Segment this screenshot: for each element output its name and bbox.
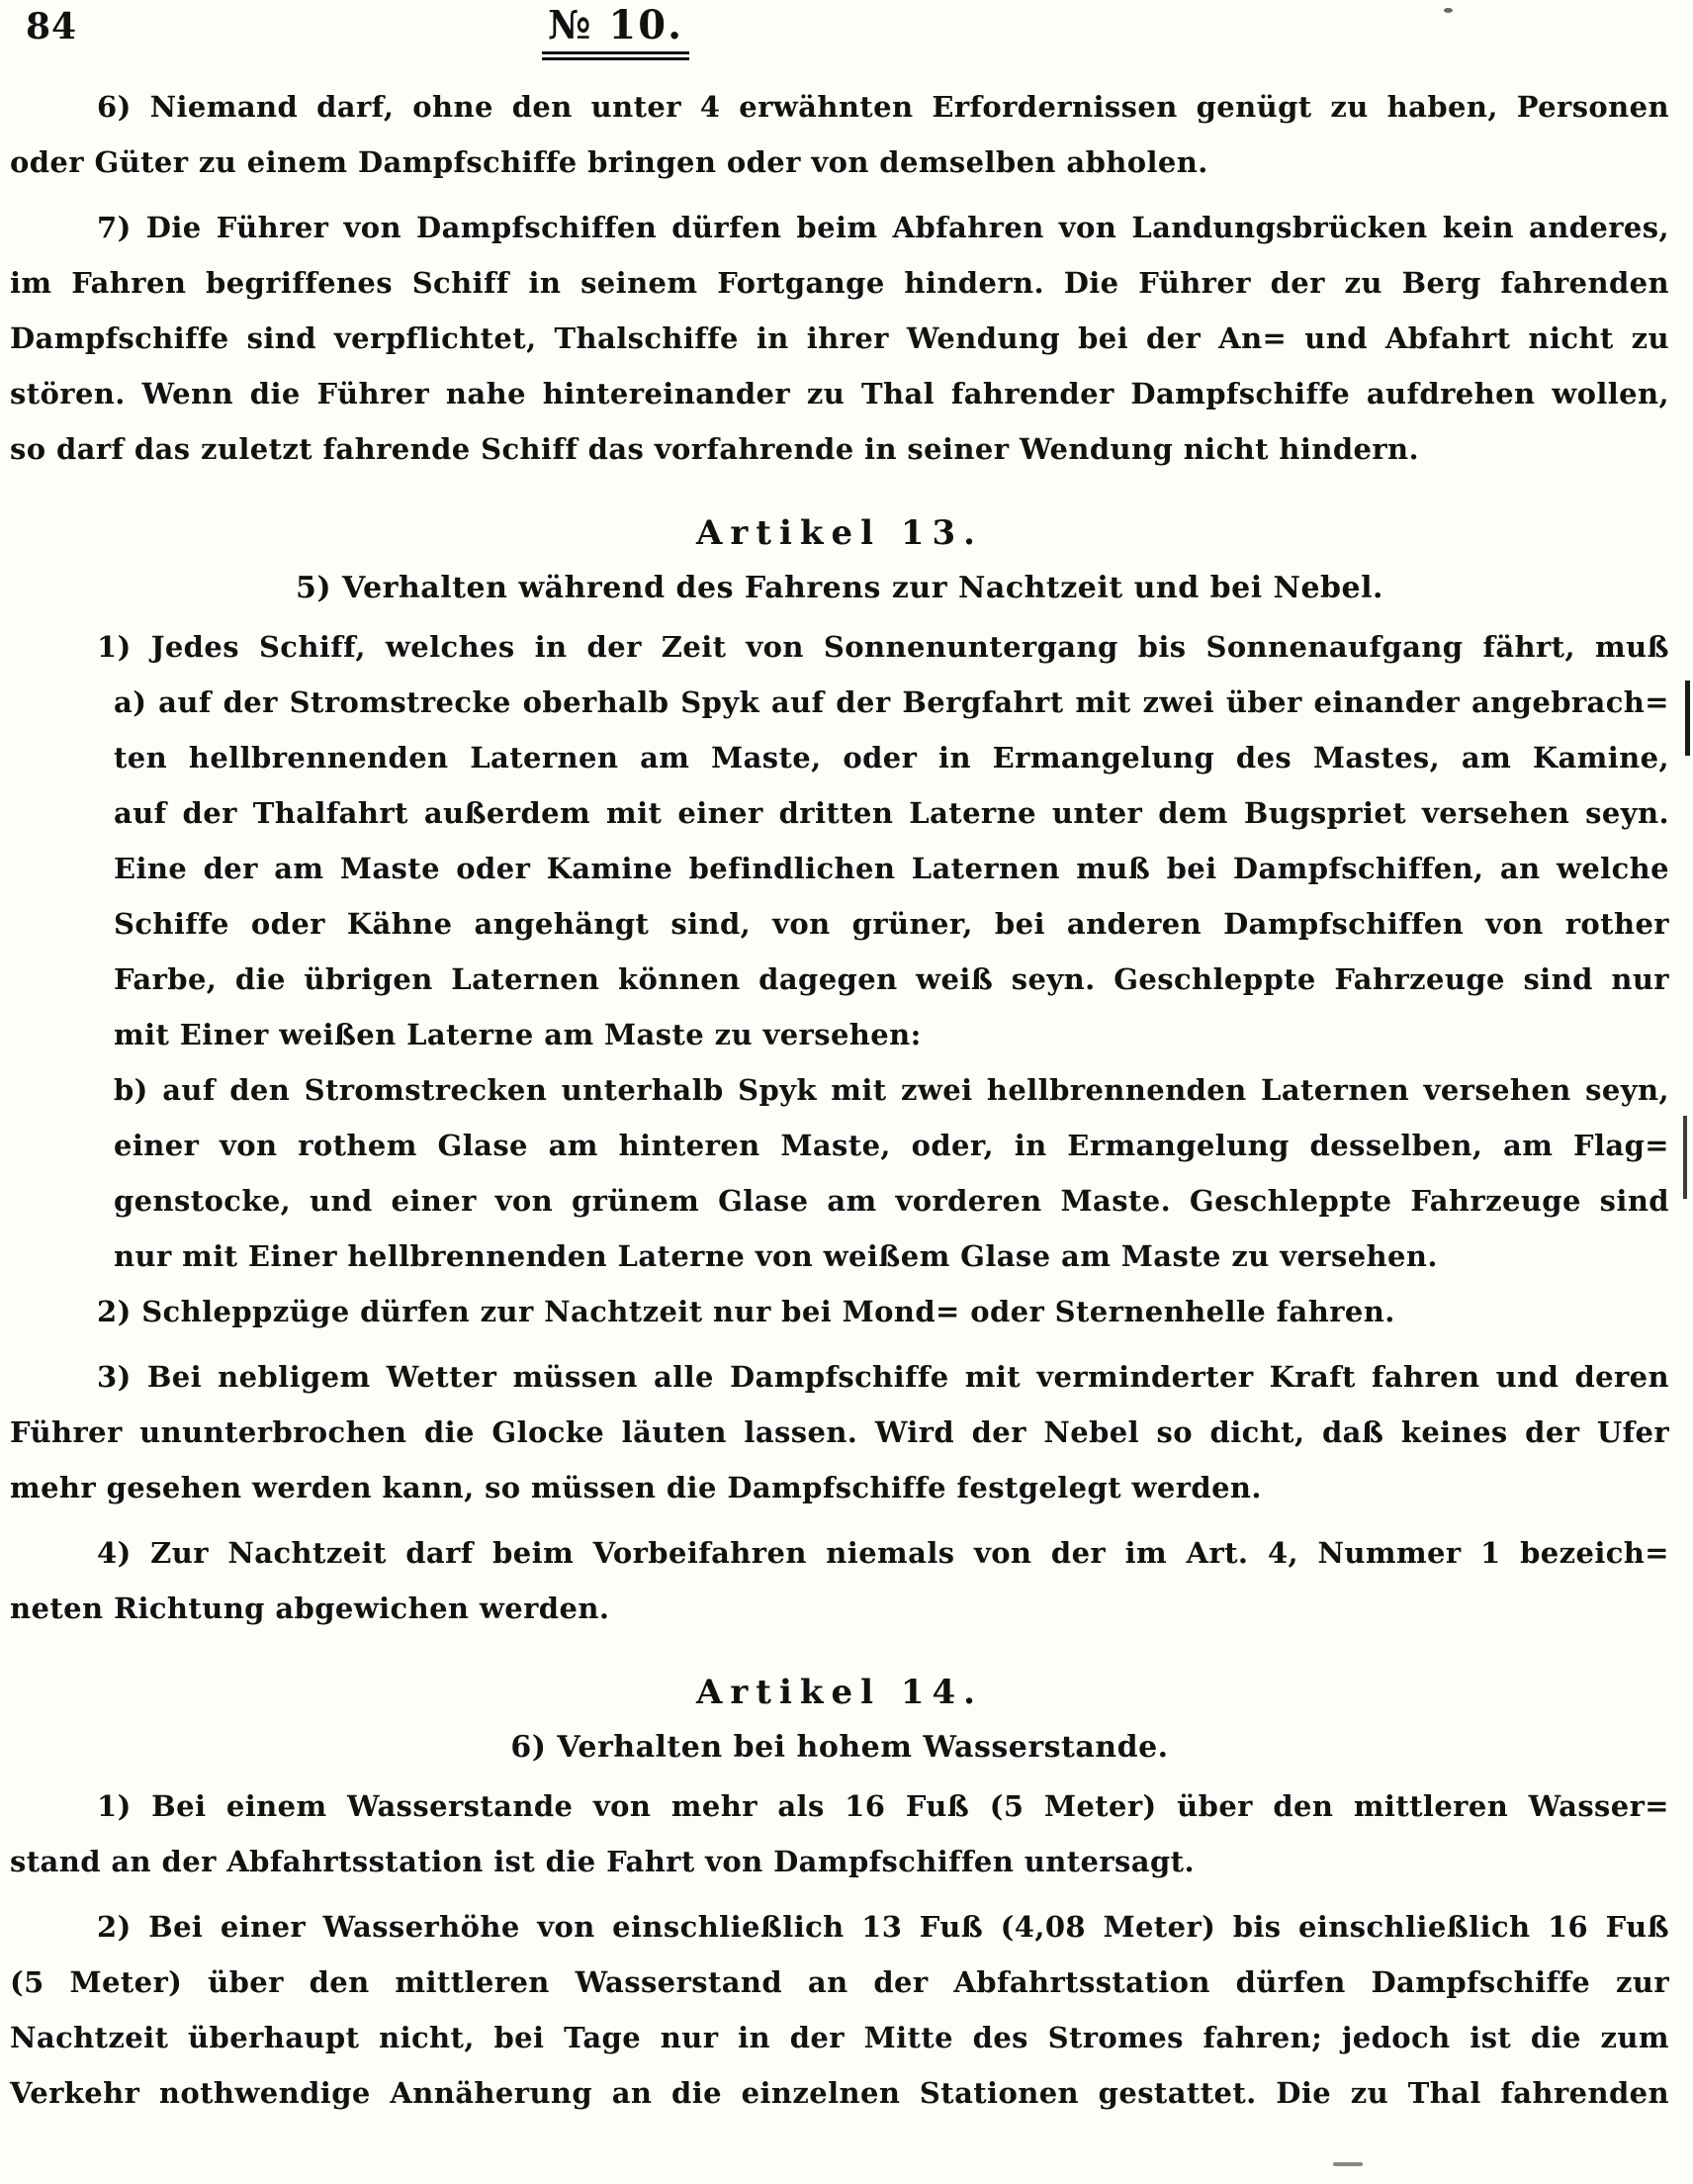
scan-artifact-edge-line (1683, 1116, 1687, 1199)
scan-artifact-edge-line (1685, 681, 1690, 756)
text-line: (5 Meter) über den mittleren Wasserstand an der Abfahrtsstation dürfen Dampfschiffe zur (10, 1965, 1669, 1999)
artikel-13-subheading: 5) Verhalten während des Fahrens zur Nachtzeit und bei Nebel. (296, 571, 1383, 605)
text-line: stören. Wenn die Führer nahe hintereinander zu Thal fahrender Dampfschiffe aufdrehen wollen, (10, 377, 1669, 410)
text-line: stand an der Abfahrtsstation ist die Fahrt von Dampfschiffen untersagt. (10, 1845, 1195, 1878)
text-line: im Fahren begriffenes Schiff in seinem Fortgange hindern. Die Führer der zu Berg fahrenden (10, 266, 1669, 300)
text-line: Verkehr nothwendige Annäherung an die einzelnen Stationen gestattet. Die zu Thal fahrenden (10, 2076, 1669, 2110)
text-line: Farbe, die übrigen Laternen können dagegen weiß seyn. Geschleppte Fahrzeuge sind nur (114, 962, 1669, 996)
text-line: oder Güter zu einem Dampfschiffe bringen oder von demselben abholen. (10, 145, 1208, 179)
text-line: mehr gesehen werden kann, so müssen die Dampfschiffe festgelegt werden. (10, 1471, 1262, 1504)
text-line: 3) Bei nebligem Wetter müssen alle Dampfschiffe mit verminderter Kraft fahren und deren (97, 1360, 1669, 1394)
artikel-14-subheading: 6) Verhalten bei hohem Wasserstande. (510, 1730, 1169, 1765)
scan-artifact-dot (1444, 8, 1453, 13)
text-line: a) auf der Stromstrecke oberhalb Spyk auf der Bergfahrt mit zwei über einander angebrach= (114, 685, 1669, 719)
text-line: 2) Bei einer Wasserhöhe von einschließlich 13 Fuß (4,08 Meter) bis einschließlich 16 Fuß (97, 1910, 1669, 1944)
text-line: Eine der am Maste oder Kamine befindlichen Laternen muß bei Dampfschiffen, an welche (114, 852, 1669, 885)
item-7 (10, 200, 1669, 477)
item-2 (10, 1284, 1669, 1339)
text-line: so darf das zuletzt fahrende Schiff das vorfahrende in seiner Wendung nicht hindern. (10, 432, 1420, 466)
subitem-a (10, 675, 1669, 1062)
artikel-13-heading: Artikel 13. (695, 513, 983, 553)
scan-artifact-smudge (1333, 2162, 1363, 2166)
text-line: 4) Zur Nachtzeit darf beim Vorbeifahren niemals von der im Art. 4, Nummer 1 bezeich= (97, 1536, 1669, 1570)
item-1-intro (10, 619, 1669, 675)
item-6 (10, 79, 1669, 190)
text-line: einer von rothem Glase am hinteren Maste, oder, in Ermangelung desselben, am Flag= (114, 1129, 1669, 1162)
text-line: Nachtzeit überhaupt nicht, bei Tage nur in der Mitte des Stromes fahren; jedoch ist die zum (10, 2021, 1669, 2054)
text-line: 1) Bei einem Wasserstande von mehr als 16 Fuß (5 Meter) über den mittleren Wasser= (97, 1789, 1669, 1823)
text-line: Dampfschiffe sind verpflichtet, Thalschiffe in ihrer Wendung bei der An= und Abfahrt nicht zu (10, 321, 1669, 355)
item-14-2 (10, 1899, 1669, 2121)
page-number: 84 (26, 6, 78, 47)
text-line: 6) Niemand darf, ohne den unter 4 erwähnten Erfordernissen genügt zu haben, Personen (97, 90, 1669, 124)
text-line: nur mit Einer hellbrennenden Laterne von weißem Glase am Maste zu versehen. (114, 1239, 1438, 1273)
text-line: 2) Schleppzüge dürfen zur Nachtzeit nur bei Mond= oder Sternenhelle fahren. (97, 1295, 1395, 1328)
item-4 (10, 1525, 1669, 1636)
text-line: Schiffe oder Kähne angehängt sind, von grüner, bei anderen Dampfschiffen von rother (114, 907, 1669, 941)
text-line: b) auf den Stromstrecken unterhalb Spyk mit zwei hellbrennenden Laternen versehen seyn, (114, 1073, 1669, 1107)
artikel-14-heading: Artikel 14. (695, 1673, 983, 1712)
text-line: ten hellbrennenden Laternen am Maste, oder in Ermangelung des Mastes, am Kamine, (114, 741, 1669, 774)
text-line: Führer ununterbrochen die Glocke läuten lassen. Wird der Nebel so dicht, daß keines der Ufer (10, 1415, 1669, 1449)
text-line: auf der Thalfahrt außerdem mit einer dritten Laterne unter dem Bugspriet versehen seyn. (114, 796, 1669, 830)
text-line: 7) Die Führer von Dampfschiffen dürfen beim Abfahren von Landungsbrücken kein anderes, (97, 211, 1669, 244)
text-line: 1) Jedes Schiff, welches in der Zeit von Sonnenuntergang bis Sonnenaufgang fährt, muß (97, 630, 1669, 664)
text-line: genstocke, und einer von grünem Glase am vorderen Maste. Geschleppte Fahrzeuge sind (114, 1184, 1669, 1218)
issue-number: № 10. (542, 2, 689, 60)
text-line: mit Einer weißen Laterne am Maste zu versehen: (114, 1018, 922, 1051)
item-14-1 (10, 1778, 1669, 1889)
text-line: neten Richtung abgewichen werden. (10, 1592, 610, 1625)
subitem-b (10, 1062, 1669, 1284)
item-3 (10, 1349, 1669, 1515)
